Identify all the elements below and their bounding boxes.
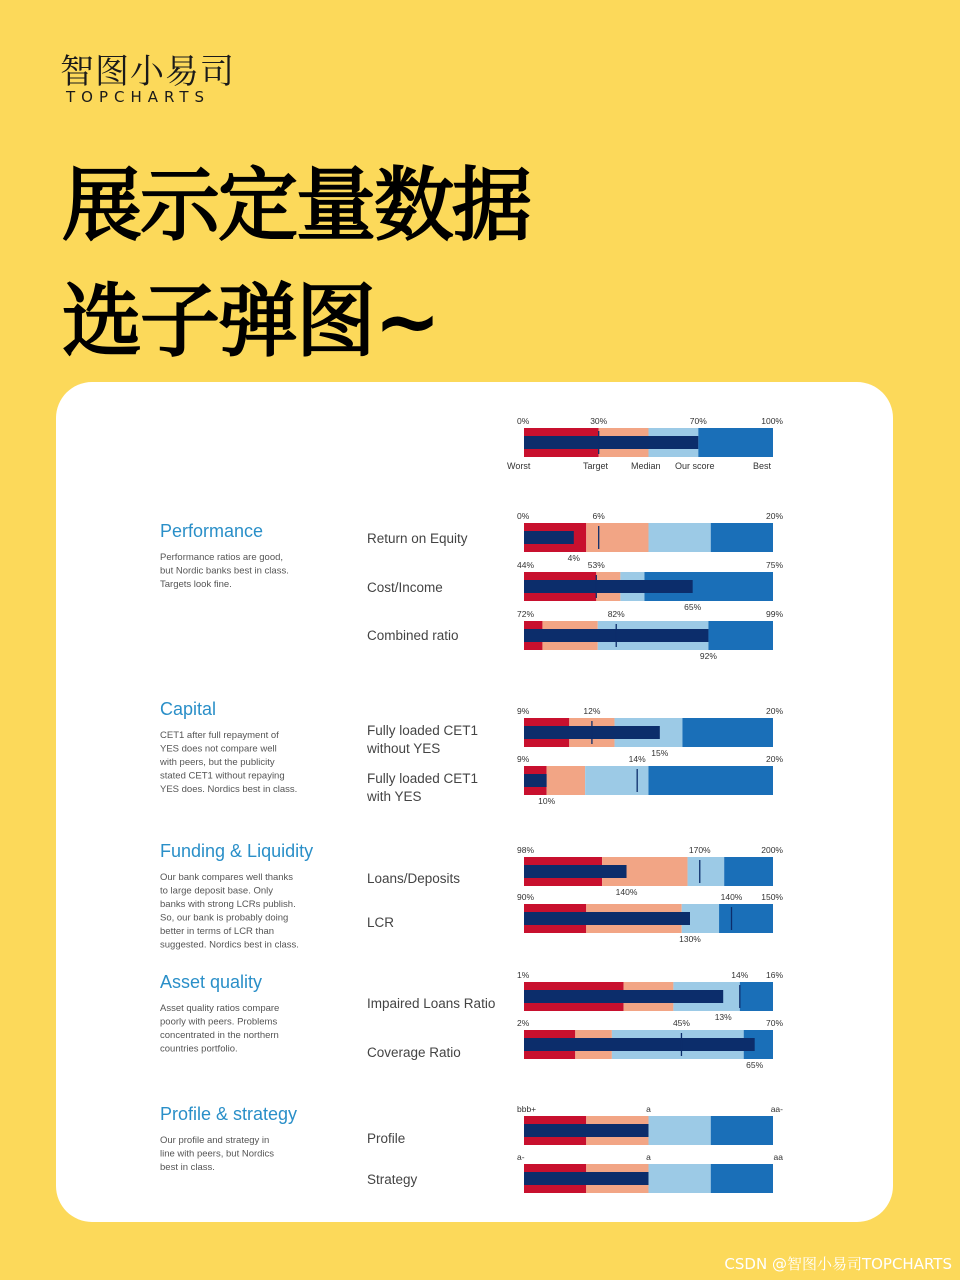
legend-bullet-band-3 (698, 428, 773, 457)
section-4-desc-line: line with peers, but Nordics (160, 1148, 275, 1160)
section-0-metric-1-tick-label: 44% (517, 560, 535, 570)
section-0-desc-line: but Nordic banks best in class. (160, 565, 289, 577)
section-0-metric-2-tick-label: 82% (607, 609, 625, 619)
section-0-metric-0-tick-label: 6% (592, 511, 605, 521)
brand-name-cn: 智图小易司 (60, 52, 235, 92)
section-1-metric-0-tick-label: 20% (765, 706, 783, 716)
section-4-title: Profile & strategy (160, 1104, 298, 1124)
section-1-title: Capital (160, 699, 217, 719)
legend-label-target: Target (583, 461, 609, 471)
section-0-metric-1-tick-label: 53% (587, 560, 605, 570)
section-4-desc-line: Our profile and strategy in (160, 1135, 270, 1146)
watermark: CSDN @智图小易司TOPCHARTS (724, 1255, 952, 1273)
section-1-metric-1-tick-label: 20% (765, 754, 783, 764)
section-0-desc-line: Targets look fine. (160, 579, 232, 590)
legend-bullet-tick-label: 30% (590, 416, 608, 426)
section-3-metric-1-tick-label: 2% (517, 1018, 530, 1028)
section-3-metric-1-tick-label: 45% (672, 1018, 690, 1028)
section-3-desc-line: countries portfolio. (160, 1043, 238, 1055)
section-3-desc-line: poorly with peers. Problems (160, 1016, 278, 1028)
section-0-metric-2-value-label: 92% (699, 651, 717, 661)
section-4-metric-0-tick-label: bbb+ (517, 1104, 537, 1114)
section-0-metric-0-name: Return on Equity (367, 531, 468, 546)
section-2-metric-1-band-3 (719, 904, 773, 933)
section-1-metric-0-name: Fully loaded CET1 (367, 723, 479, 738)
section-1-metric-1-tick-label: 9% (517, 754, 530, 764)
section-4-metric-1-band-3 (711, 1164, 773, 1193)
section-4-metric-0-name: Profile (367, 1131, 406, 1146)
section-3-metric-1-tick-label: 70% (765, 1018, 783, 1028)
section-3-metric-0-measure-bar (524, 990, 723, 1003)
legend-bullet-tick-label: 0% (517, 416, 530, 426)
section-0-title: Performance (160, 521, 264, 541)
section-2-metric-0-measure-bar (524, 865, 627, 878)
section-0-metric-1-tick-label: 75% (765, 560, 783, 570)
section-0-metric-1-name: Cost/Income (367, 580, 443, 595)
section-2-metric-0-tick-label: 170% (688, 845, 711, 855)
section-4-desc-line: best in class. (160, 1162, 215, 1173)
section-0-metric-0-band-2 (649, 523, 711, 552)
section-1-metric-0-tick-label: 9% (517, 706, 530, 716)
section-2-metric-1-tick-label: 150% (761, 892, 783, 902)
section-0-metric-2-tick-label: 99% (765, 609, 783, 619)
brand-name-en: TOPCHARTS (66, 88, 211, 106)
section-1-metric-1-name: with YES (367, 789, 422, 804)
section-2-desc-line: to large deposit base. Only (160, 885, 274, 897)
section-0-metric-2-tick-label: 72% (517, 609, 535, 619)
section-3-metric-0-band-3 (740, 982, 773, 1011)
section-2-metric-0-tick-label: 98% (517, 845, 535, 855)
section-1-metric-0-tick-label: 12% (583, 706, 601, 716)
section-1-metric-1-value-label: 10% (538, 796, 556, 806)
section-1-metric-1-band-1 (547, 766, 585, 795)
section-3-desc-line: Asset quality ratios compare (160, 1003, 280, 1014)
section-3-metric-1-value-label: 65% (746, 1060, 764, 1070)
section-4-metric-1-tick-label: aa (773, 1152, 783, 1162)
section-4-metric-0-measure-bar (524, 1124, 649, 1137)
section-0-metric-1-measure-bar (524, 580, 693, 593)
section-0-metric-0-tick-label: 0% (517, 511, 530, 521)
section-0-metric-0-band-3 (711, 523, 773, 552)
section-0-desc-line: Performance ratios are good, (160, 552, 284, 563)
section-4-metric-1-name: Strategy (367, 1172, 418, 1187)
section-3-metric-0-value-label: 13% (714, 1012, 732, 1022)
section-2-metric-0-band-3 (724, 857, 773, 886)
section-4-metric-1-tick-label: a (646, 1152, 651, 1162)
section-2-metric-1-tick-label: 140% (720, 892, 743, 902)
section-3-metric-0-tick-label: 16% (765, 970, 783, 980)
section-1-desc-line: stated CET1 without repaying (160, 770, 285, 782)
section-1-metric-0-value-label: 15% (651, 748, 669, 758)
section-1-desc-line: YES does not compare well (160, 743, 277, 755)
section-2-metric-0-value-label: 140% (615, 887, 638, 897)
section-3-title: Asset quality (160, 972, 263, 992)
section-2-desc-line: suggested. Nordics best in class. (160, 939, 299, 951)
section-2-metric-0-tick-label: 200% (761, 845, 783, 855)
section-1-metric-1-measure-bar (524, 774, 547, 787)
bullet-chart (56, 382, 893, 1222)
section-2-desc-line: better in terms of LCR than (160, 926, 275, 937)
section-0-metric-1-value-label: 65% (684, 602, 702, 612)
legend-label-worst: Worst (507, 461, 531, 471)
section-2-desc-line: banks with strong LCRs publish. (160, 899, 296, 910)
headline-line-2: 选子弹图~ (62, 275, 440, 368)
section-4-metric-1-measure-bar (524, 1172, 649, 1185)
legend-label-best: Best (752, 461, 772, 471)
section-2-metric-1-tick-label: 90% (517, 892, 535, 902)
section-3-metric-1-measure-bar (524, 1038, 755, 1051)
section-0-metric-2-band-3 (708, 621, 773, 650)
legend-label-our-score: Our score (675, 461, 715, 471)
section-0-metric-0-tick-label: 20% (765, 511, 783, 521)
section-2-metric-1-measure-bar (524, 912, 690, 925)
chart-card (56, 382, 893, 1222)
section-3-metric-0-name: Impaired Loans Ratio (367, 996, 496, 1011)
section-1-metric-1-band-2 (585, 766, 648, 795)
section-2-desc-line: Our bank compares well thanks (160, 872, 294, 883)
section-1-desc-line: with peers, but the publicity (160, 757, 275, 768)
section-3-desc-line: concentrated in the northern (160, 1030, 279, 1041)
section-1-desc-line: YES does. Nordics best in class. (160, 784, 298, 795)
section-1-metric-0-name: without YES (367, 741, 441, 756)
section-3-metric-0-tick-label: 1% (517, 970, 530, 980)
legend-bullet-tick-label: 70% (689, 416, 707, 426)
section-2-metric-0-name: Loans/Deposits (367, 871, 461, 886)
section-4-metric-0-band-3 (711, 1116, 773, 1145)
section-0-metric-0-band-1 (586, 523, 648, 552)
legend-label-median: Median (631, 461, 661, 471)
section-0-metric-0-value-label: 4% (567, 553, 580, 563)
section-3-metric-1-name: Coverage Ratio (367, 1045, 461, 1060)
legend-bullet-tick-label: 100% (761, 416, 783, 426)
section-0-metric-2-name: Combined ratio (367, 628, 459, 643)
section-4-metric-1-band-2 (649, 1164, 711, 1193)
section-2-desc-line: So, our bank is probably doing (160, 912, 289, 924)
headline-line-1: 展示定量数据 (62, 159, 530, 252)
section-1-metric-0-band-3 (682, 718, 773, 747)
section-4-metric-1-tick-label: a- (517, 1152, 525, 1162)
section-1-metric-1-name: Fully loaded CET1 (367, 771, 479, 786)
section-2-metric-1-name: LCR (367, 915, 395, 930)
section-2-metric-0-band-2 (688, 857, 725, 886)
section-0-metric-0-measure-bar (524, 531, 574, 544)
section-2-title: Funding & Liquidity (160, 841, 314, 861)
section-3-metric-0-tick-label: 14% (731, 970, 749, 980)
section-2-metric-1-value-label: 130% (679, 934, 701, 944)
section-4-metric-0-band-2 (649, 1116, 711, 1145)
section-1-metric-1-tick-label: 14% (628, 754, 646, 764)
section-1-metric-1-band-3 (649, 766, 774, 795)
legend-bullet-measure-bar (524, 436, 698, 449)
section-1-desc-line: CET1 after full repayment of (160, 730, 279, 741)
section-4-metric-0-tick-label: a (646, 1104, 651, 1114)
section-4-metric-0-tick-label: aa- (770, 1104, 783, 1114)
